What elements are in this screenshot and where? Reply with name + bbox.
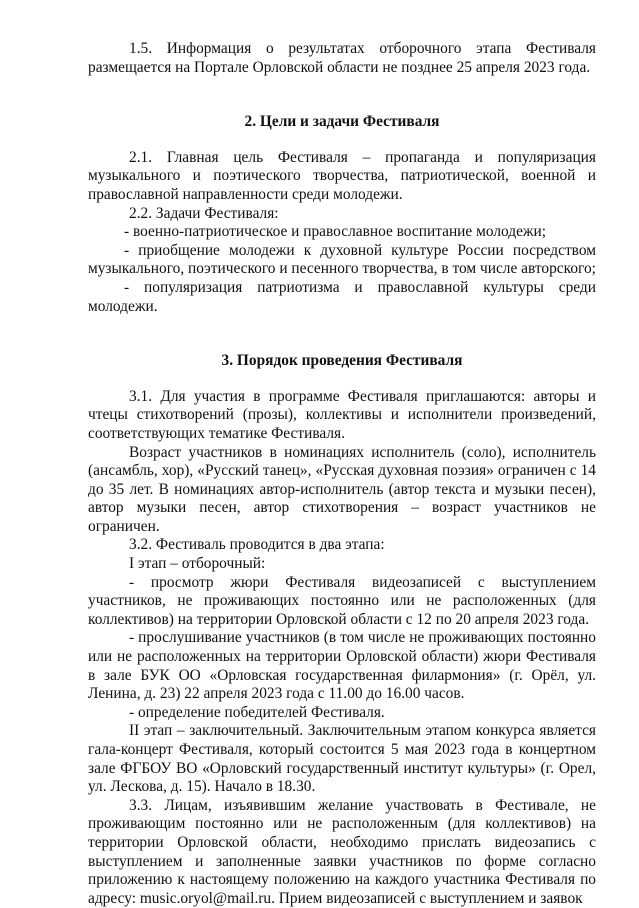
stage-2-paragraph: II этап – заключительный. Заключительным этапом конкурса является гала-концерт Фестиваля, который состоится 5 мая 2023 года в концертном зале ФГБОУ ВО «Орловский государственный институт культуры» (г. Орел, ул. Лескова, д. 15). Начало в 18.30. xyxy=(88,722,596,796)
paragraph-2-1: 2.1. Главная цель Фестиваля – пропаганда и популяризация музыкального и поэтического творчества, патриотической, военной и православной направленности среди молодежи. xyxy=(88,148,596,203)
stage-1-title: I этап – отборочный: xyxy=(129,555,266,573)
stage-1-item: - определение победителей Фестиваля. xyxy=(129,703,385,721)
task-item: - приобщение молодежи к духовной культуре России посредством музыкального, поэтического и песенного творчества, в том числе авторского; xyxy=(88,241,596,278)
stage-1-item: - просмотр жюри Фестиваля видеозаписей с выступлением участников, не проживающих постоянно или не расположенных (для коллективов) на территории Орловской области с 12 по 20 апреля 2023 года. xyxy=(88,573,596,628)
paragraph-3-1: 3.1. Для участия в программе Фестиваля приглашаются: авторы и чтецы стихотворений (прозы), коллективы и исполнители произведений, соответствующих тематике Фестиваля. xyxy=(88,387,596,442)
paragraph-3-2: 3.2. Фестиваль проводится в два этапа: xyxy=(129,536,385,554)
paragraph-2-2: 2.2. Задачи Фестиваля: xyxy=(129,204,279,222)
document-body xyxy=(88,40,596,908)
paragraph-1-5: 1.5. Информация о результатах отборочного этапа Фестиваля размещается на Портале Орловской области не позднее 25 апреля 2023 года. xyxy=(88,40,596,76)
paragraph-3-1-age: Возраст участников в номинациях исполнитель (соло), исполнитель (ансамбль, хор), «Русский танец», «Русская духовная поэзия» ограничен с 14 до 35 лет. В номинациях автор-исполнитель (автор текста и музыки песен), автор музыки песен, автор стихотворения – возраст участников не ограничен. xyxy=(88,443,596,535)
paragraph-3-3: 3.3. Лицам, изъявившим желание участвовать в Фестивале, не проживающим постоянно или не расположенным (для коллективов) на территории Орловской области, необходимо прислать видеозапись с выступлением и заполненные заявки участников по форме согласно приложению к настоящему положению на каждого участника Фестиваля по адресу: music.oryol@mail.ru. Прием видеозаписей с выступлением и заявок xyxy=(88,796,596,907)
task-item: - популяризация патриотизма и православной культуры среди молодежи. xyxy=(88,278,596,315)
stage-1-item: - прослушивание участников (в том числе не проживающих постоянно или не расположенных на территории Орловской области) жюри Фестиваля в зале БУК ОО «Орловская государственная филармония» (г. Орёл, ул. Ленина, д. 23) 22 апреля 2023 года с 11.00 до 16.00 часов. xyxy=(88,629,596,703)
section-3-heading: 3. Порядок проведения Фестиваля xyxy=(221,352,463,370)
task-item: - военно-патриотическое и православное воспитание молодежи; xyxy=(124,223,547,241)
section-2-heading: 2. Цели и задачи Фестиваля xyxy=(244,113,440,131)
